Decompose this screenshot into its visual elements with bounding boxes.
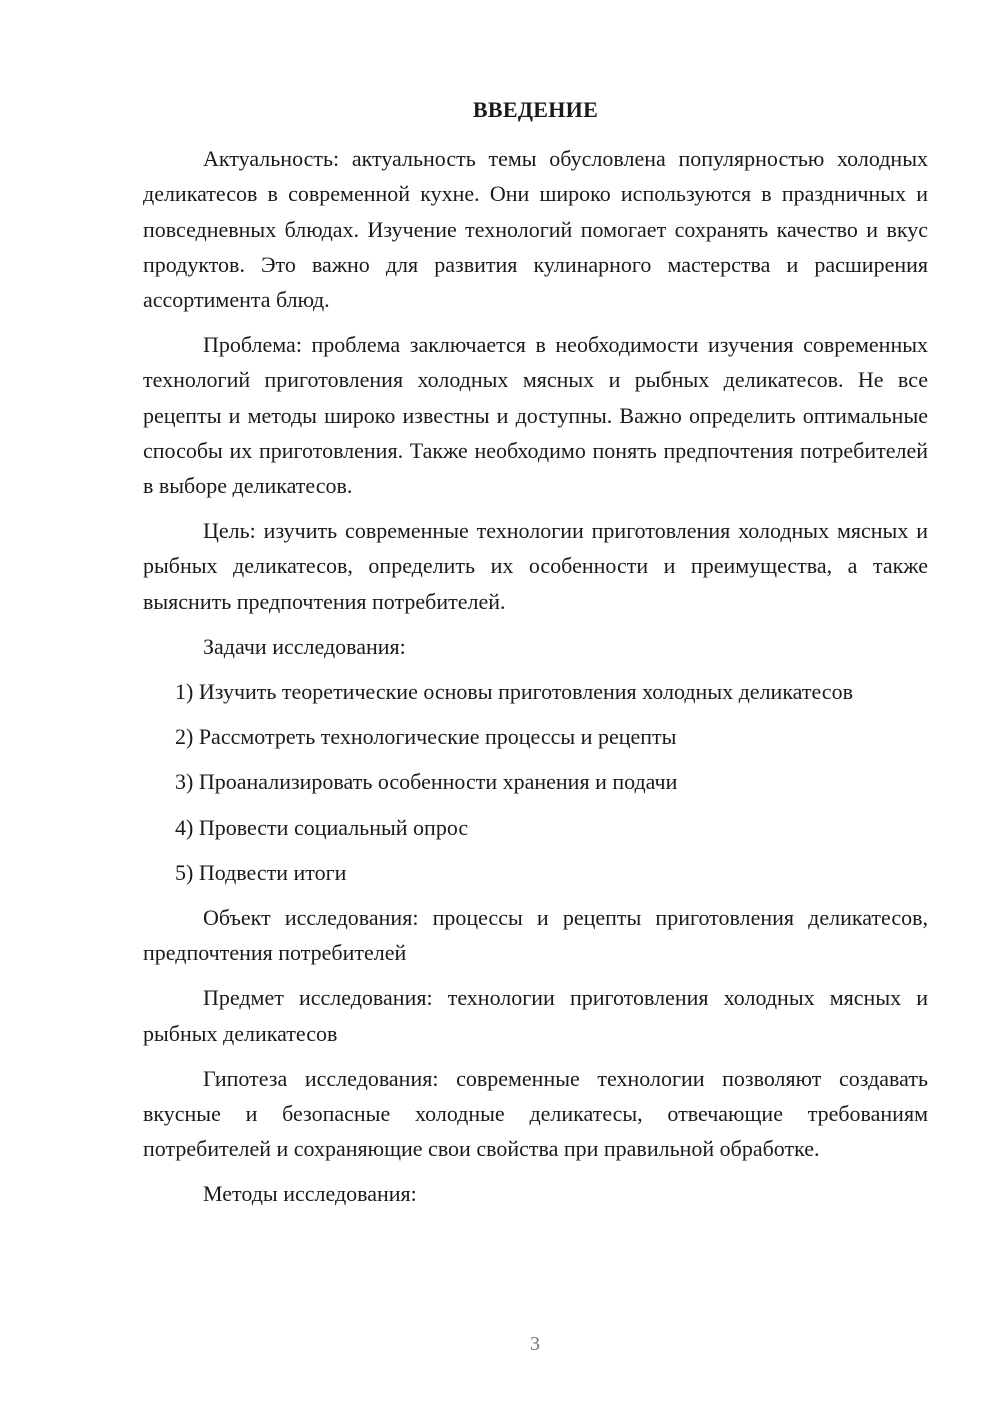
problem-paragraph: Проблема: проблема заключается в необходимости изучения современных технологий приготовления холодных мясных и рыбных деликатесов. Не все рецепты и методы широко известны и доступны. Важно определить оптимальные способы их приготовления. Также необходимо понять предпочтения потребителей в выборе деликатесов. <box>143 332 928 499</box>
list-item: 2) Рассмотреть технологические процессы и рецепты <box>175 724 677 750</box>
goal-paragraph: Цель: изучить современные технологии приготовления холодных мясных и рыбных деликатесов, определить их особенности и преимущества, а также выяснить предпочтения потребителей. <box>143 518 928 614</box>
tasks-heading: Задачи исследования: <box>203 633 406 659</box>
document-page <box>143 92 928 1222</box>
page-number: 3 <box>530 1333 540 1355</box>
list-item: 1) Изучить теоретические основы приготовления холодных деликатесов <box>175 679 853 705</box>
list-item: 4) Провести социальный опрос <box>175 814 469 840</box>
relevance-paragraph: Актуальность: актуальность темы обусловлена популярностью холодных деликатесов в современной кухне. Они широко используются в праздничных и повседневных блюдах. Изучение технологий помогает сохранять качество и вкус продуктов. Это важно для развития кулинарного мастерства и расширения ассортимента блюд. <box>143 146 928 313</box>
methods-heading: Методы исследования: <box>203 1181 417 1207</box>
tasks-list <box>143 674 928 890</box>
list-item: 5) Подвести итоги <box>175 859 347 885</box>
hypothesis-paragraph: Гипотеза исследования: современные технологии позволяют создавать вкусные и безопасные холодные деликатесы, отвечающие требованиям потребителей и сохраняющие свои свойства при правильной обработке. <box>143 1065 928 1162</box>
object-paragraph: Объект исследования: процессы и рецепты приготовления деликатесов, предпочтения потребителей <box>143 905 928 966</box>
section-title: ВВЕДЕНИЕ <box>472 97 599 122</box>
subject-paragraph: Предмет исследования: технологии приготовления холодных мясных и рыбных деликатесов <box>143 985 928 1046</box>
list-item: 3) Проанализировать особенности хранения и подачи <box>175 769 678 795</box>
